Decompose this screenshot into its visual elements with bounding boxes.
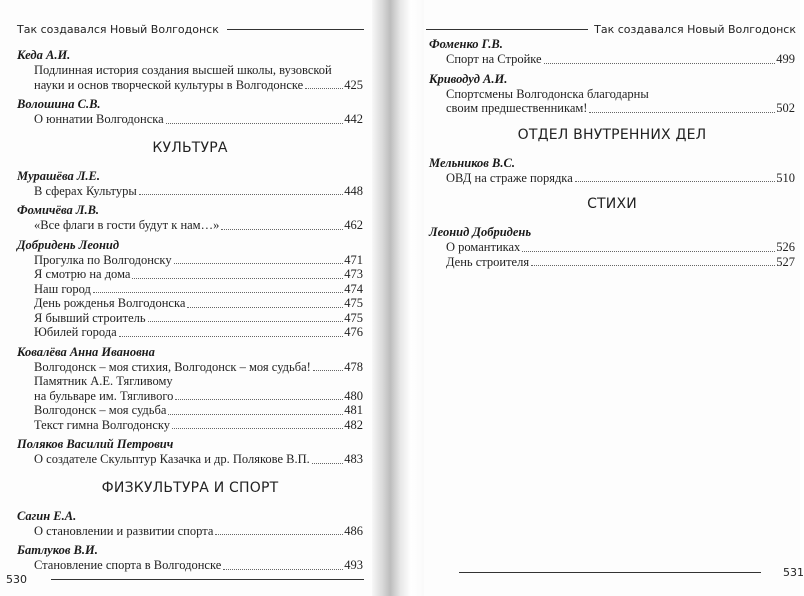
toc-entry[interactable] xyxy=(17,184,363,199)
toc-entry-page: 499 xyxy=(776,52,795,66)
dot-leader xyxy=(172,428,343,429)
toc-entry-title: Я смотрю на дома xyxy=(34,267,131,281)
toc-entry-page: 480 xyxy=(344,388,363,403)
toc-entry[interactable] xyxy=(17,360,363,375)
folio-left xyxy=(6,573,364,586)
toc-entry[interactable] xyxy=(17,78,363,93)
toc-entry-page: 483 xyxy=(344,452,363,466)
footer-rule xyxy=(459,572,761,573)
toc-entry-page: 442 xyxy=(344,112,363,126)
toc-entry-title: День строителя xyxy=(446,254,530,269)
toc-entry-title: ОВД на страже порядка xyxy=(446,170,573,185)
toc-entry[interactable] xyxy=(17,325,363,340)
dot-leader xyxy=(313,370,343,371)
header-rule xyxy=(227,29,364,30)
dot-leader xyxy=(166,123,344,124)
toc-section-heading: ФИЗКУЛЬТУРА И СПОРТ xyxy=(101,479,279,496)
left-page xyxy=(0,0,372,596)
toc-entry-title: В сферах Культуры xyxy=(34,183,137,198)
toc-entry-title-line: Спортсмены Волгодонска благодарны xyxy=(446,86,649,101)
toc-entry[interactable] xyxy=(17,296,363,311)
toc-author: Добридень Леонид xyxy=(17,237,120,252)
toc-author: Мурашёва Л.Е. xyxy=(17,168,100,183)
dot-leader xyxy=(132,278,343,279)
right-page xyxy=(424,0,804,596)
toc-entry-title: науки и основ творческой культуры в Волгодонске xyxy=(34,77,304,92)
dot-leader xyxy=(119,336,344,337)
dot-leader xyxy=(223,569,343,570)
toc-entry-page: 502 xyxy=(776,101,795,115)
toc-entry-page: 475 xyxy=(344,310,363,325)
toc-entry-title: Я бывший строитель xyxy=(34,310,146,325)
toc-entry-title: Прогулка по Волгодонску xyxy=(34,252,172,267)
toc-entry-title-line: Подлинная история создания высшей школы, вузовской xyxy=(34,63,332,77)
toc-entry-page: 486 xyxy=(344,523,363,538)
dot-leader xyxy=(148,321,344,322)
toc-entry[interactable] xyxy=(429,240,795,255)
dot-leader xyxy=(174,263,344,264)
toc-entry-page: 448 xyxy=(344,183,363,198)
toc-entry[interactable] xyxy=(429,171,795,186)
folio-right xyxy=(459,566,804,579)
dot-leader xyxy=(305,88,343,89)
toc-author: Волошина С.В. xyxy=(17,97,101,111)
toc-entry-title: Юбилей города xyxy=(34,325,117,339)
toc-entry-title: О романтиках xyxy=(446,240,521,254)
running-head-left xyxy=(17,23,364,36)
dot-leader xyxy=(221,229,343,230)
toc-author: Леонид Добридень xyxy=(429,225,532,239)
toc-entry-page: 478 xyxy=(344,359,363,374)
toc-entry-page: 476 xyxy=(344,325,363,339)
toc-author: Фоменко Г.В. xyxy=(429,37,503,51)
toc-entry-title: Текст гимна Волгодонску xyxy=(34,417,171,432)
dot-leader xyxy=(175,399,343,400)
toc-entry-title-line: Памятник А.Е. Тягливому xyxy=(34,374,173,388)
toc-left-content xyxy=(17,48,363,573)
footer-rule xyxy=(51,579,364,580)
toc-author: Ковалёва Анна Ивановна xyxy=(17,344,155,359)
dot-leader xyxy=(312,463,343,464)
toc-entry[interactable] xyxy=(17,524,363,539)
toc-entry-page: 527 xyxy=(776,254,795,269)
page-number: 531 xyxy=(783,566,804,579)
toc-entry-page: 481 xyxy=(344,403,363,417)
toc-entry-title: «Все флаги в гости будут к нам…» xyxy=(34,218,220,232)
dot-leader xyxy=(589,112,775,113)
toc-author: Батлуков В.И. xyxy=(17,543,98,557)
toc-entry-title: на бульваре им. Тягливого xyxy=(34,388,174,403)
toc-entry-title: Становление спорта в Волгодонске xyxy=(34,558,222,572)
page-number: 530 xyxy=(6,573,27,586)
toc-entry[interactable] xyxy=(17,267,363,282)
toc-entry-title: Наш город xyxy=(34,281,91,296)
toc-section-heading: КУЛЬТУРА xyxy=(152,139,228,156)
dot-leader xyxy=(93,292,343,293)
toc-entry[interactable] xyxy=(17,282,363,297)
toc-entry-title: Спорт на Стройке xyxy=(446,52,542,66)
dot-leader xyxy=(215,534,343,535)
toc-entry-title: Волгодонск – моя судьба xyxy=(34,403,167,417)
toc-entry-title: О создателе Скульптур Казачка и др. Полякове В.П. xyxy=(34,452,310,466)
toc-entry[interactable] xyxy=(17,389,363,404)
dot-leader xyxy=(544,63,776,64)
toc-entry-page: 425 xyxy=(344,77,363,92)
toc-entry-page: 471 xyxy=(344,252,363,267)
toc-entry-page: 475 xyxy=(344,296,363,310)
toc-entry-title: День рожденья Волгодонска xyxy=(34,296,186,310)
toc-entry-page: 526 xyxy=(776,240,795,254)
toc-author: Поляков Василий Петрович xyxy=(17,437,174,451)
book-gutter xyxy=(372,0,424,596)
toc-author: Кеда А.И. xyxy=(17,48,71,62)
toc-entry[interactable] xyxy=(429,52,795,67)
header-rule xyxy=(426,29,588,30)
toc-entry-title: своим предшественникам! xyxy=(446,101,588,115)
toc-entry[interactable] xyxy=(17,218,363,233)
toc-entry[interactable] xyxy=(17,403,363,418)
dot-leader xyxy=(187,307,343,308)
toc-right-content xyxy=(429,37,795,269)
toc-section-heading: ОТДЕЛ ВНУТРЕННИХ ДЕЛ xyxy=(517,126,707,143)
toc-entry-page: 510 xyxy=(776,170,795,185)
toc-entry[interactable] xyxy=(429,255,795,270)
running-head-text: Так создавался Новый Волгодонск xyxy=(594,23,796,36)
toc-entry-page: 493 xyxy=(344,558,363,572)
toc-entry[interactable] xyxy=(17,452,363,467)
toc-entry-page: 473 xyxy=(344,267,363,281)
toc-author: Мельников В.С. xyxy=(429,155,515,170)
toc-author: Сагин Е.А. xyxy=(17,508,77,523)
dot-leader xyxy=(168,414,343,415)
toc-entry-title: О становлении и развитии спорта xyxy=(34,523,214,538)
toc-author: Криводуд А.И. xyxy=(429,71,508,86)
dot-leader xyxy=(575,181,776,182)
dot-leader xyxy=(522,251,775,252)
toc-entry[interactable] xyxy=(429,101,795,116)
toc-section-heading: СТИХИ xyxy=(587,196,637,212)
toc-author: Фомичёва Л.В. xyxy=(17,203,100,217)
toc-entry-title: Волгодонск – моя стихия, Волгодонск – моя судьба! xyxy=(34,359,311,374)
toc-entry-title: О юннатии Волгодонска xyxy=(34,112,164,126)
toc-entry[interactable] xyxy=(17,558,363,573)
toc-entry[interactable] xyxy=(17,311,363,326)
running-head-text: Так создавался Новый Волгодонск xyxy=(17,23,219,36)
toc-entry[interactable] xyxy=(17,418,363,433)
toc-entry-page: 482 xyxy=(344,417,363,432)
toc-entry[interactable] xyxy=(17,112,363,127)
toc-entry[interactable] xyxy=(17,253,363,268)
toc-entry-page: 474 xyxy=(344,281,363,296)
running-head-right xyxy=(426,23,796,36)
dot-leader xyxy=(531,265,775,266)
toc-entry-page: 462 xyxy=(344,218,363,232)
dot-leader xyxy=(139,194,344,195)
